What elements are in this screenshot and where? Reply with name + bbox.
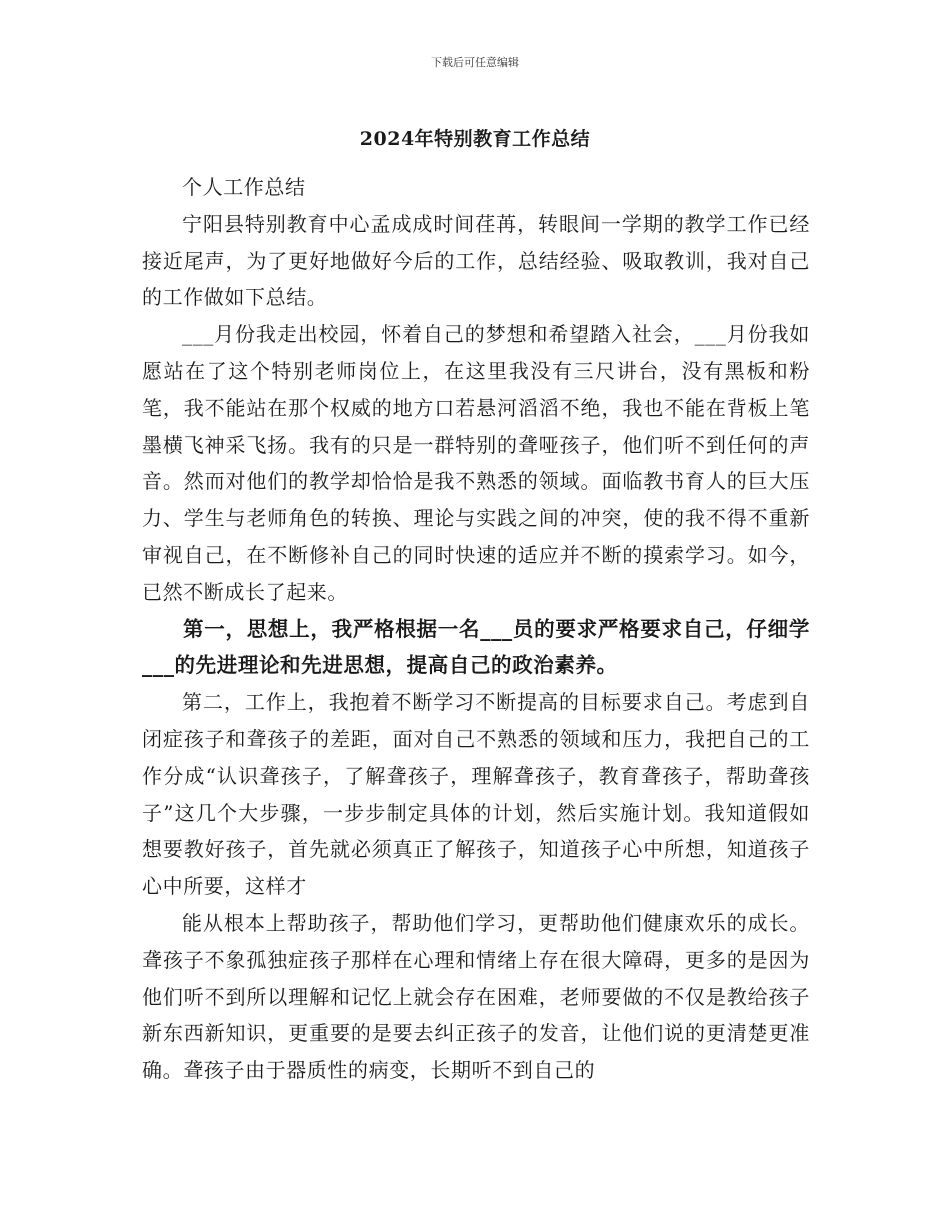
paragraph-second-point: 第二，工作上，我抱着不断学习不断提高的目标要求自己。考虑到自闭症孩子和聋孩子的差距，面对自己不熟悉的领域和压力，我把自己的工作分成“认识聋孩子，了解聋孩子，理解聋孩子，教育聋孩子，帮助聋孩子”这几个大步骤，一步步制定具体的计划，然后实施计划。我知道假如想要教好孩子，首先就必须真正了解孩子，知道孩子心中所想，知道孩子心中所要，这样才 xyxy=(142,690,810,899)
paragraph-intro: 宁阳县特别教育中心孟成成时间荏苒，转眼间一学期的教学工作已经接近尾声，为了更好地做好今后的工作，总结经验、吸取教训，我对自己的工作做如下总结。 xyxy=(142,211,810,310)
paragraph-subtitle: 个人工作总结 xyxy=(182,175,306,199)
paragraph-first-point: 第一，思想上，我严格根据一名___员的要求严格要求自己，仔细学___的先进理论和先进思想，提高自己的政治素养。 xyxy=(142,616,810,678)
header-note: 下载后可任意编辑 xyxy=(431,56,519,69)
paragraph-background: ___月份我走出校园，怀着自己的梦想和希望踏入社会，___月份我如愿站在了这个特别老师岗位上，在这里我没有三尺讲台，没有黑板和粉笔，我不能站在那个权威的地方口若悬河滔滔不绝，我也不能在背板上笔墨横飞神采飞扬。我有的只是一群特别的聋哑孩子，他们听不到任何的声音。然而对他们的教学却恰恰是我不熟悉的领域。面临教书育人的巨大压力、学生与老师角色的转换、理论与实践之间的冲突，使的我不得不重新审视自己，在不断修补自己的同时快速的适应并不断的摸索学习。如今，已然不断成长了起来。 xyxy=(142,322,810,604)
paragraph-continuation: 能从根本上帮助孩子，帮助他们学习，更帮助他们健康欢乐的成长。聋孩子不象孤独症孩子那样在心理和情绪上存在很大障碍，更多的是因为他们听不到所以理解和记忆上就会存在困难，老师要做的不仅是教给孩子新东西新知识，更重要的是要去纠正孩子的发音，让他们说的更清楚更准确。聋孩子由于器质性的病变，长期听不到自己的 xyxy=(142,910,810,1083)
document-body xyxy=(142,169,810,1089)
document-title: 2024年特别教育工作总结 xyxy=(359,128,591,150)
